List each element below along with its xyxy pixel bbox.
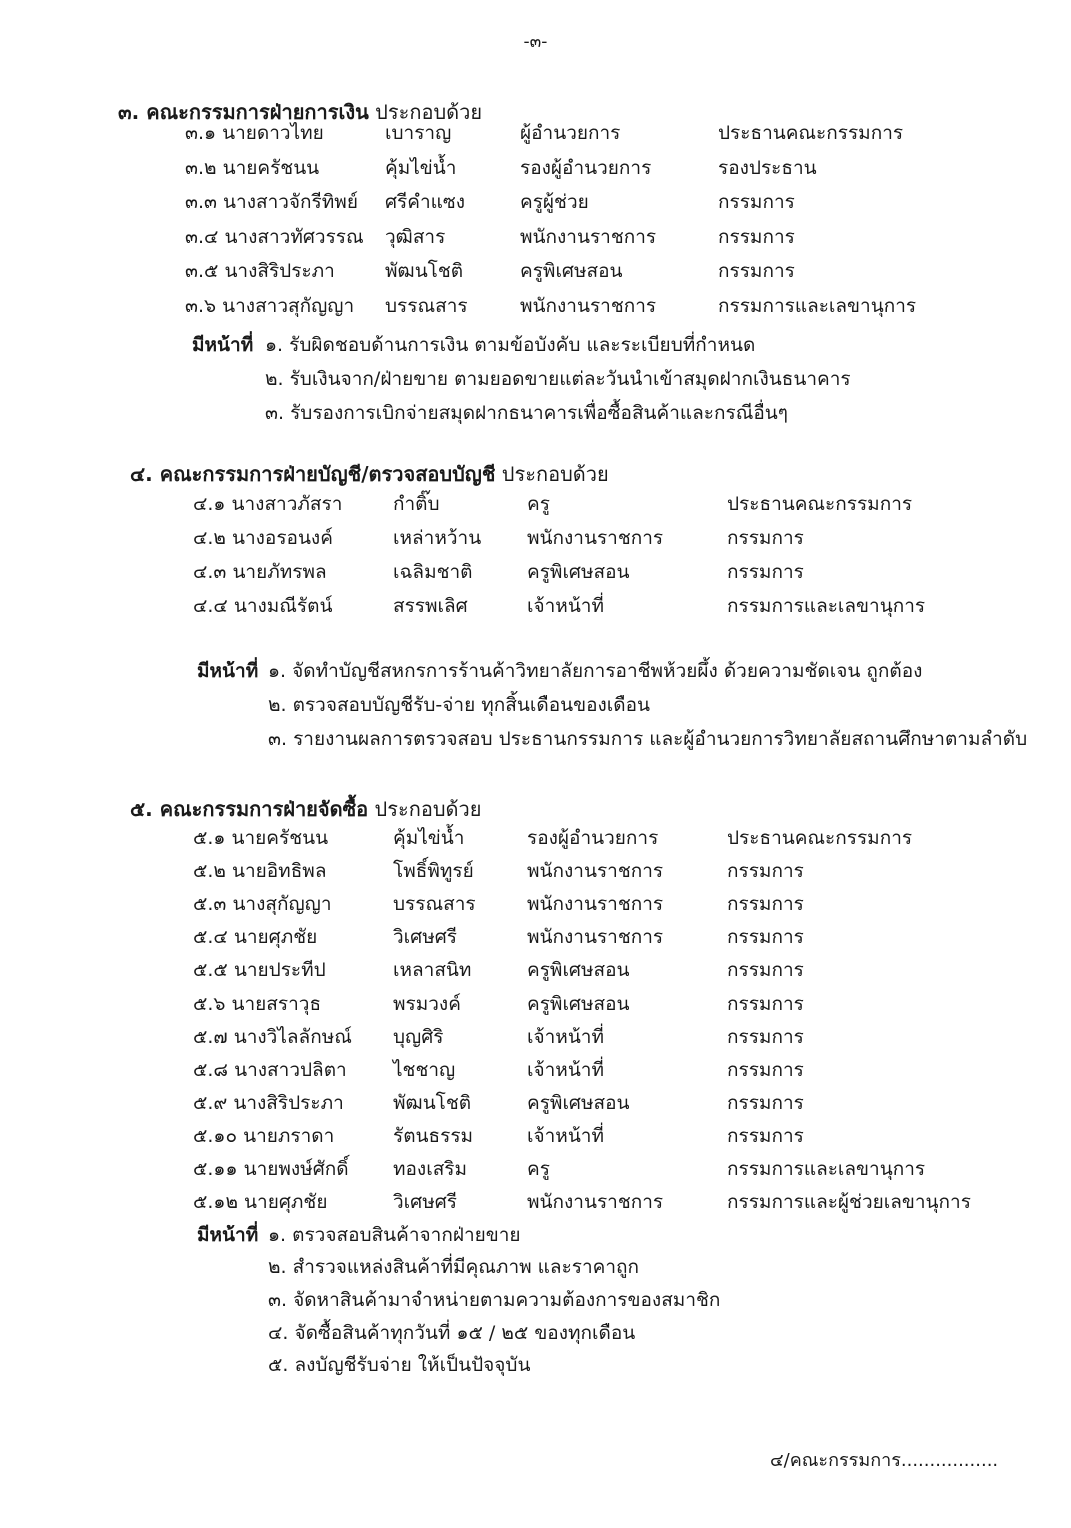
member-position: พนักงานราชการ: [527, 893, 664, 916]
member-number-name: ๓.๒ นายครัชนน: [185, 156, 320, 179]
member-number-name: ๕.๙ นางสิริประภา: [193, 1091, 344, 1114]
duty-item: ๑. จัดทำบัญชีสหกรการร้านค้าวิทยาลัยการอาชีพห้วยผึ้ง ด้วยความชัดเจน ถูกต้อง: [268, 660, 923, 682]
member-number-name: ๓.๔ นางสาวทัศวรรณ: [185, 225, 364, 248]
duty-item: ๒. รับเงินจาก/ฝ่ายขาย ตามยอดขายแต่ละวันนำเข้าสมุดฝากเงินธนาคาร: [265, 368, 851, 390]
member-number-name: ๕.๑๐ นายภราดา: [193, 1124, 335, 1147]
duties-label: มีหน้าที่: [197, 1224, 259, 1246]
member-role: กรรมการและเลขานุการ: [718, 295, 917, 317]
member-role: กรรมการ: [718, 260, 795, 283]
section-heading-suffix: ประกอบด้วย: [368, 100, 483, 124]
member-role: กรรมการ: [727, 893, 804, 916]
member-surname: พรมวงค์: [393, 992, 461, 1015]
member-role: กรรมการ: [727, 1058, 804, 1081]
member-position: รองผู้อำนวยการ: [520, 156, 652, 179]
member-position: พนักงานราชการ: [520, 225, 657, 248]
member-surname: รัตนธรรม: [393, 1124, 474, 1147]
member-number-name: ๕.๑๑ นายพงษ์ศักดิ์: [193, 1158, 349, 1180]
member-surname: สรรพเลิศ: [393, 595, 468, 617]
member-row: [0, 591, 1071, 621]
member-position: ครูพิเศษสอน: [520, 260, 623, 283]
member-position: พนักงานราชการ: [527, 860, 664, 883]
member-row: [0, 856, 1071, 886]
member-role: รองประธาน: [718, 156, 817, 179]
member-row: [0, 823, 1071, 853]
duty-item: ๕. ลงบัญชีรับจ่าย ให้เป็นปัจจุบัน: [268, 1354, 531, 1376]
member-number-name: ๔.๑ นางสาวภัสรา: [193, 493, 343, 515]
member-surname: พัฒนโชติ: [393, 1091, 472, 1114]
member-row: [0, 955, 1071, 985]
member-row: [0, 489, 1071, 519]
member-number-name: ๕.๖ นายสราวุธ: [193, 992, 322, 1015]
member-surname: เหล่าหว้าน: [393, 527, 482, 549]
duties-label: มีหน้าที่: [197, 660, 259, 682]
member-row: [0, 187, 1071, 217]
member-number-name: ๓.๖ นางสาวสุกัญญา: [185, 295, 355, 317]
member-row: [0, 291, 1071, 321]
section-heading: ๕. คณะกรรมการฝ่ายจัดซื้อ: [130, 797, 369, 821]
member-number-name: ๓.๓ นางสาวจักรีทิพย์: [185, 191, 358, 214]
member-position: เจ้าหน้าที่: [527, 595, 605, 617]
member-position: ครูพิเศษสอน: [527, 992, 630, 1015]
member-surname: วิเศษศรี: [393, 926, 458, 949]
footer-continuation: ๔/คณะกรรมการ.................: [770, 1450, 999, 1471]
member-surname: เบาราญ: [385, 122, 452, 144]
member-position: พนักงานราชการ: [520, 295, 657, 317]
member-position: ผู้อำนวยการ: [520, 122, 621, 144]
member-position: พนักงานราชการ: [527, 1191, 664, 1214]
member-number-name: ๕.๑๒ นายศุภชัย: [193, 1191, 328, 1214]
member-surname: ไชชาญ: [393, 1058, 456, 1081]
section-title: [130, 458, 609, 490]
member-row: [0, 153, 1071, 183]
member-role: กรรมการ: [727, 860, 804, 883]
member-position: เจ้าหน้าที่: [527, 1058, 605, 1081]
member-role: กรรมการ: [727, 1025, 804, 1048]
member-number-name: ๕.๒ นายอิทธิพล: [193, 860, 327, 883]
member-row: [0, 1154, 1071, 1184]
member-role: ประธานคณะกรรมการ: [727, 493, 913, 515]
member-role: กรรมการ: [727, 561, 804, 583]
member-row: [0, 1187, 1071, 1217]
member-surname: ศรีคำแซง: [385, 191, 466, 214]
member-row: [0, 1121, 1071, 1151]
member-role: กรรมการและเลขานุการ: [727, 595, 926, 617]
member-row: [0, 222, 1071, 252]
member-role: กรรมการ: [727, 959, 804, 982]
duty-item: ๑. ตรวจสอบสินค้าจากฝ่ายขาย: [268, 1224, 521, 1246]
member-role: กรรมการ: [718, 225, 795, 248]
member-row: [0, 523, 1071, 553]
member-row: [0, 1022, 1071, 1052]
member-number-name: ๕.๑ นายครัชนน: [193, 827, 329, 849]
member-role: กรรมการ: [727, 1124, 804, 1147]
member-position: ครูพิเศษสอน: [527, 1091, 630, 1114]
member-number-name: ๕.๕ นายประทีป: [193, 959, 326, 982]
member-number-name: ๔.๒ นางอรอนงค์: [193, 527, 333, 549]
member-role: กรรมการ: [727, 1091, 804, 1114]
member-row: [0, 889, 1071, 919]
section-title: [130, 793, 482, 825]
member-row: [0, 1055, 1071, 1085]
member-position: พนักงานราชการ: [527, 527, 664, 549]
member-number-name: ๓.๑ นายดาวไทย: [185, 122, 324, 144]
duty-item: ๑. รับผิดชอบด้านการเงิน ตามข้อบังคับ และระเบียบที่กำหนด: [265, 334, 756, 356]
member-number-name: ๕.๔ นายศุภชัย: [193, 926, 318, 949]
duty-item: ๔. จัดซื้อสินค้าทุกวันที่ ๑๕ / ๒๕ ของทุกเดือน: [268, 1322, 636, 1344]
member-surname: คุ้มไข่น้ำ: [385, 156, 457, 179]
member-role: กรรมการ: [727, 926, 804, 949]
page-number: -๓-: [523, 32, 548, 52]
member-surname: เหลาสนิท: [393, 959, 472, 982]
section-heading-suffix: ประกอบด้วย: [368, 797, 482, 821]
member-role: ประธานคณะกรรมการ: [718, 122, 904, 144]
member-surname: ทองเสริม: [393, 1158, 468, 1180]
duty-item: ๒. ตรวจสอบบัญชีรับ-จ่าย ทุกสิ้นเดือนของเดือน: [268, 694, 651, 716]
member-surname: วิเศษศรี: [393, 1191, 458, 1214]
duty-item: ๓. จัดหาสินค้ามาจำหน่ายตามความต้องการของสมาชิก: [268, 1289, 721, 1311]
member-surname: วุฒิสาร: [385, 225, 446, 248]
member-position: รองผู้อำนวยการ: [527, 827, 659, 849]
member-row: [0, 118, 1071, 148]
member-position: เจ้าหน้าที่: [527, 1124, 605, 1147]
member-position: พนักงานราชการ: [527, 926, 664, 949]
member-surname: คุ้มไข่น้ำ: [393, 827, 465, 849]
member-number-name: ๔.๓ นายภัทรพล: [193, 561, 327, 583]
member-number-name: ๔.๔ นางมณีรัตน์: [193, 595, 333, 617]
member-role: กรรมการ: [727, 992, 804, 1015]
duty-item: ๒. สำรวจแหล่งสินค้าที่มีคุณภาพ และราคาถูก: [268, 1256, 640, 1278]
member-position: ครูพิเศษสอน: [527, 959, 630, 982]
member-number-name: ๕.๘ นางสาวปลิตา: [193, 1058, 347, 1081]
member-position: ครูพิเศษสอน: [527, 561, 630, 583]
member-number-name: ๕.๗ นางวิไลลักษณ์: [193, 1025, 352, 1048]
member-position: เจ้าหน้าที่: [527, 1025, 605, 1048]
section-heading: ๓. คณะกรรมการฝ่ายการเงิน: [118, 100, 369, 124]
member-surname: พัฒนโชติ: [385, 260, 464, 283]
member-role: กรรมการและเลขานุการ: [727, 1158, 926, 1180]
member-role: กรรมการและผู้ช่วยเลขานุการ: [727, 1191, 971, 1214]
member-row: [0, 557, 1071, 587]
member-row: [0, 256, 1071, 286]
member-role: กรรมการ: [727, 527, 804, 549]
duty-item: ๓. รับรองการเบิกจ่ายสมุดฝากธนาคารเพื่อซื้อสินค้าและกรณีอื่นๆ: [265, 402, 788, 424]
member-number-name: ๕.๓ นางสุกัญญา: [193, 893, 332, 916]
member-row: [0, 922, 1071, 952]
member-surname: โพธิ์พิทูรย์: [393, 860, 474, 883]
member-surname: เฉลิมชาติ: [393, 561, 473, 583]
section-heading-suffix: ประกอบด้วย: [495, 462, 609, 486]
member-row: [0, 1088, 1071, 1118]
member-role: กรรมการ: [718, 191, 795, 214]
duty-item: ๓. รายงานผลการตรวจสอบ ประธานกรรมการ และผู้อำนวยการวิทยาลัยสถานศึกษาตามลำดับ: [268, 728, 1028, 750]
member-position: ครู: [527, 493, 550, 515]
member-row: [0, 989, 1071, 1019]
member-surname: บรรณสาร: [393, 893, 476, 916]
member-surname: บรรณสาร: [385, 295, 468, 317]
member-position: ครูผู้ช่วย: [520, 191, 589, 214]
member-number-name: ๓.๕ นางสิริประภา: [185, 260, 335, 283]
member-surname: กำติ๊บ: [393, 493, 440, 515]
member-role: ประธานคณะกรรมการ: [727, 827, 913, 849]
duties-label: มีหน้าที่: [192, 334, 254, 356]
member-surname: บุญศิริ: [393, 1025, 444, 1048]
member-position: ครู: [527, 1158, 550, 1180]
section-heading: ๔. คณะกรรมการฝ่ายบัญชี/ตรวจสอบบัญชี: [130, 462, 496, 486]
